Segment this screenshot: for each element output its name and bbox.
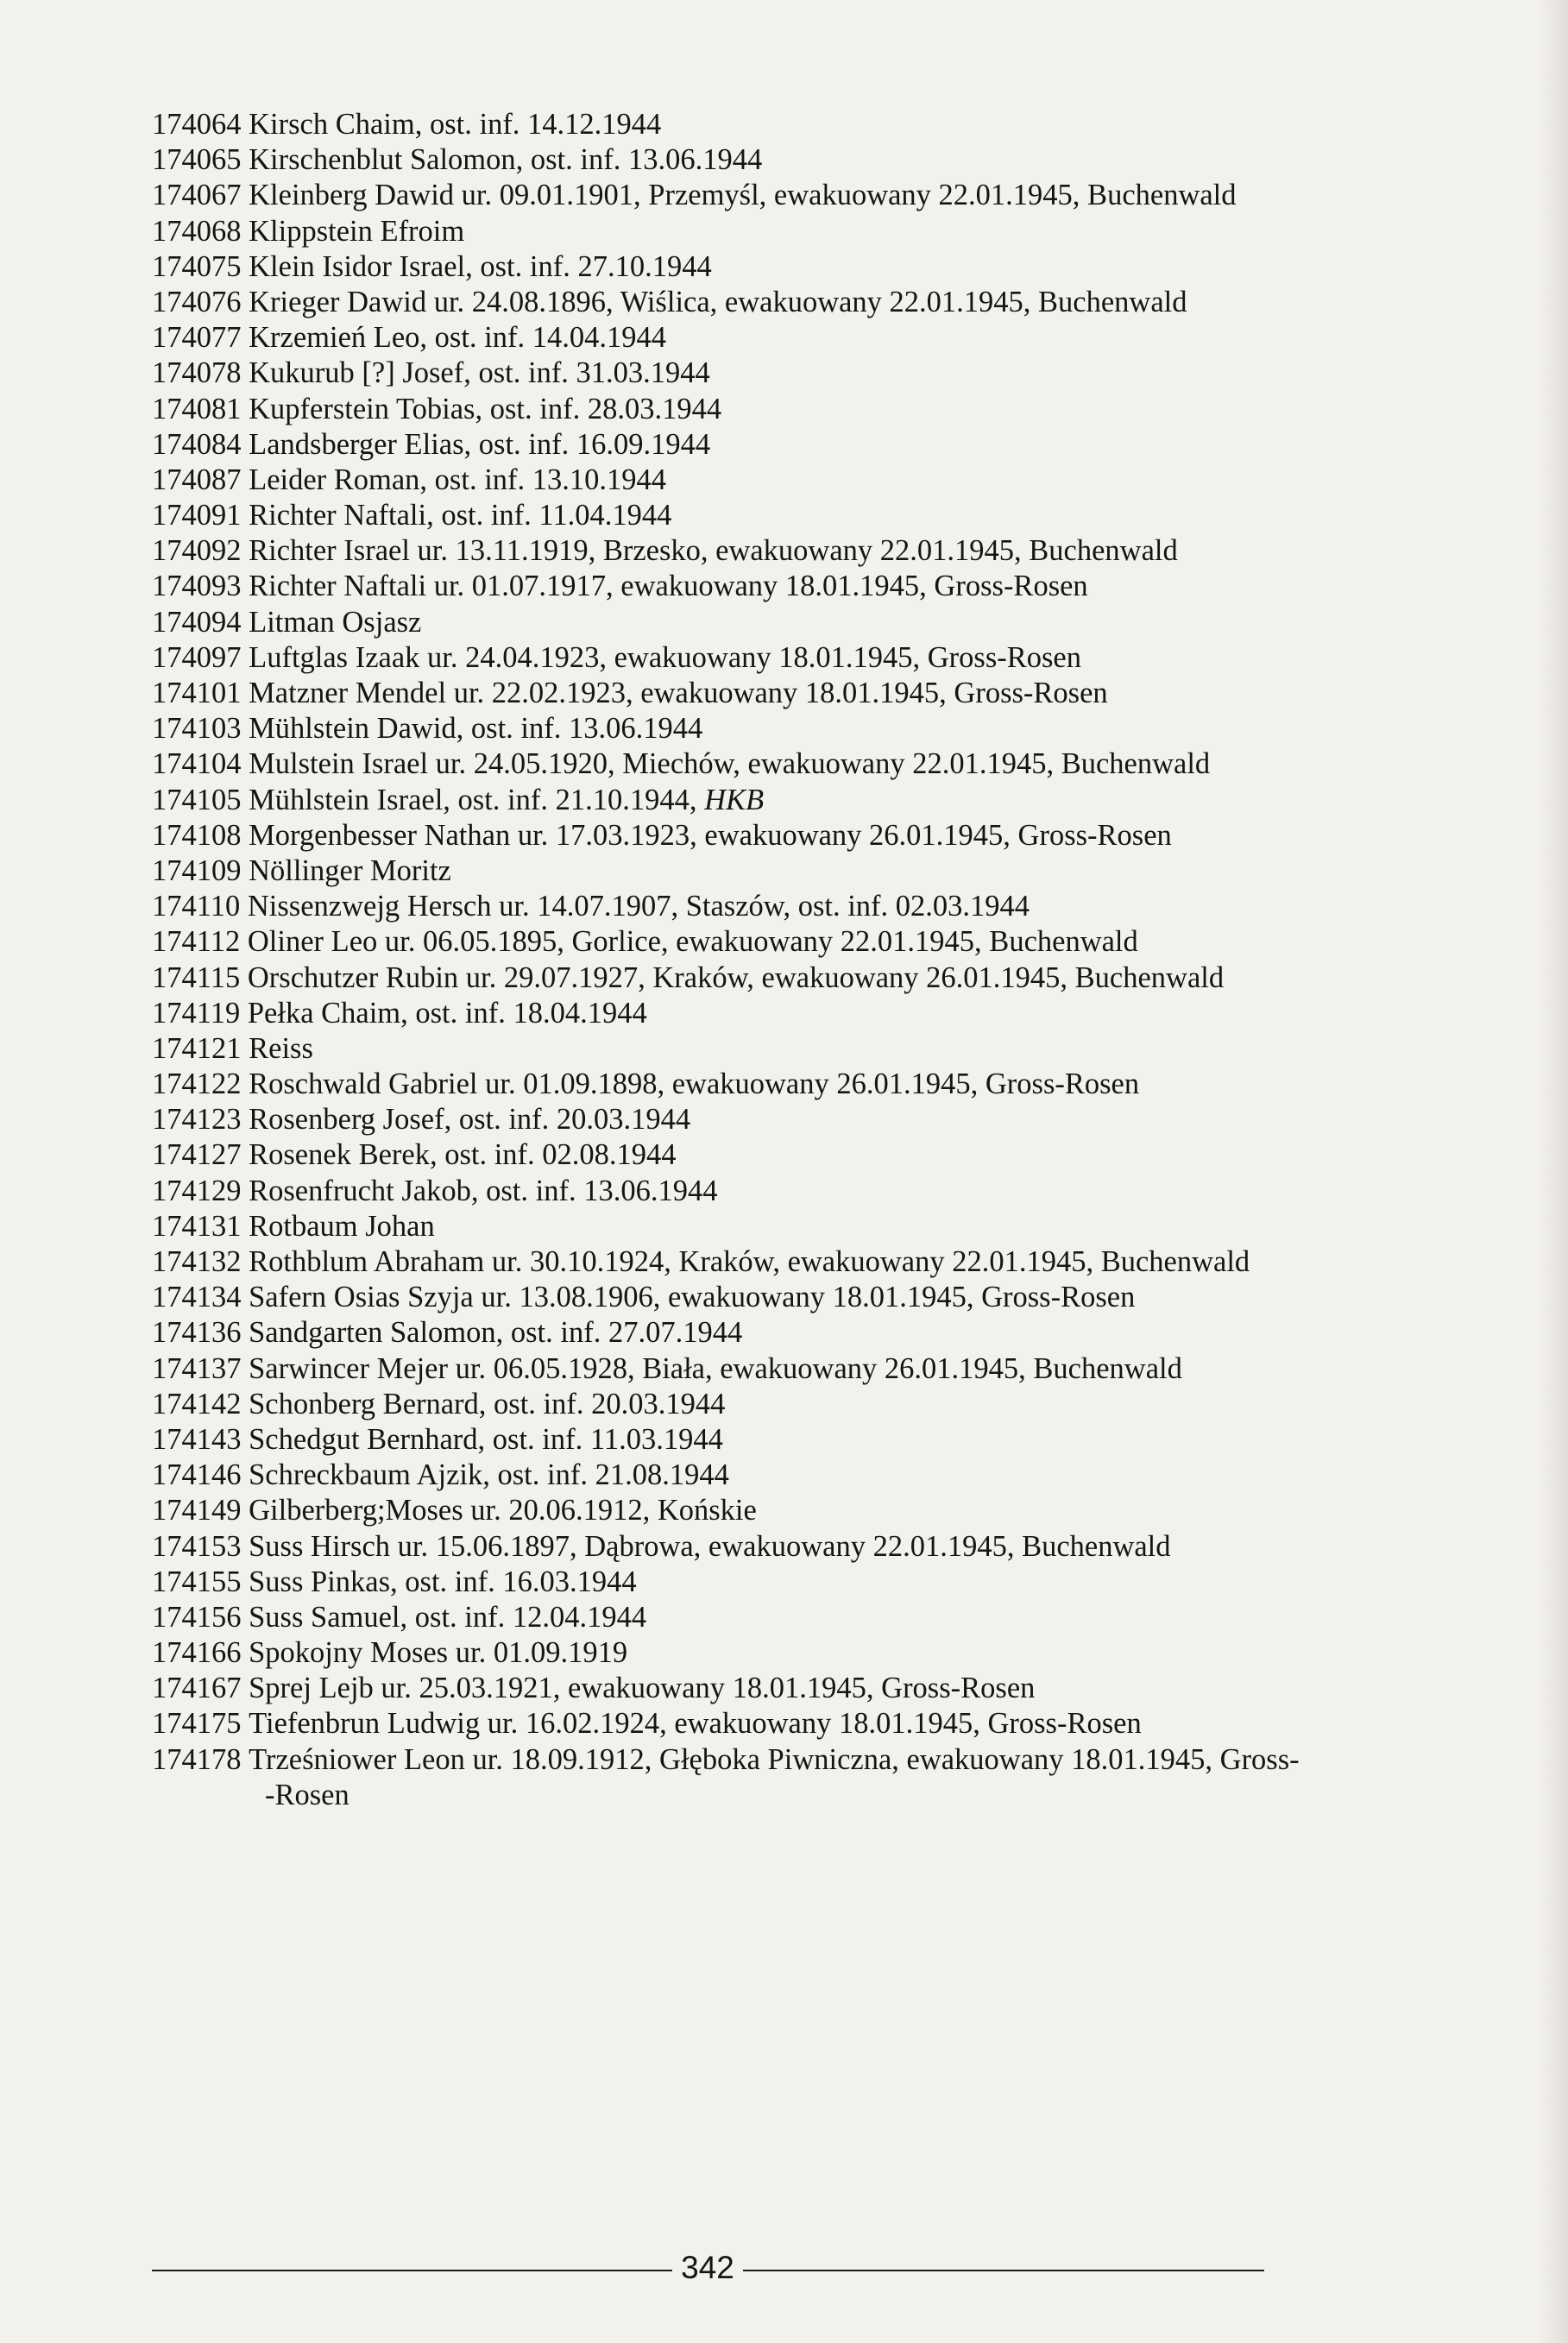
entry-number: 174143: [152, 1422, 242, 1456]
list-item: [152, 1742, 1533, 1778]
entry-number: 174167: [152, 1672, 242, 1705]
entry-text: Schonberg Bernard, ost. inf. 20.03.1944: [249, 1387, 726, 1420]
list-item: [152, 569, 1533, 604]
entry-number: 174077: [152, 321, 242, 355]
list-item: [152, 1315, 1533, 1351]
entry-text: Richter Israel ur. 13.11.1919, Brzesko, ewakuowany 22.01.1945, Buchenwald: [249, 534, 1178, 568]
list-item: [152, 818, 1533, 853]
list-item: [152, 1244, 1533, 1280]
list-item: [152, 924, 1533, 960]
list-item: [152, 1422, 1533, 1458]
entry-text: Kirsch Chaim, ost. inf. 14.12.1944: [249, 108, 662, 141]
entry-number: 174175: [152, 1707, 242, 1741]
entry-text: Spokojny Moses ur. 01.09.1919: [249, 1636, 628, 1670]
list-item: [152, 1565, 1533, 1600]
entry-number: 174122: [152, 1068, 242, 1101]
list-item: [152, 427, 1533, 463]
entry-text: Suss Pinkas, ost. inf. 16.03.1944: [249, 1565, 637, 1598]
entry-number: 174156: [152, 1600, 242, 1634]
entry-number: 174101: [152, 677, 242, 709]
entry-text: Klein Isidor Israel, ost. inf. 27.10.1944: [249, 249, 712, 283]
entry-text: Mühlstein Dawid, ost. inf. 13.06.1944: [249, 712, 703, 746]
list-item: [152, 320, 1533, 356]
entry-number: 174104: [152, 747, 242, 781]
entry-text: Kleinberg Dawid ur. 09.01.1901, Przemyśl, ewakuowany 22.01.1945, Buchenwald: [249, 179, 1237, 212]
entry-text: Nissenzwejg Hersch ur. 14.07.1907, Staszów, ost. inf. 02.03.1944: [247, 890, 1030, 923]
entry-number: 174087: [152, 463, 242, 496]
entry-text: Reiss: [249, 1031, 313, 1065]
page-edge-shadow: [1539, 0, 1568, 2343]
entry-text: Safern Osias Szyja ur. 13.08.1906, ewakuowany 18.01.1945, Gross-Rosen: [249, 1281, 1136, 1314]
entry-text: Tiefenbrun Ludwig ur. 16.02.1924, ewakuowany 18.01.1945, Gross-Rosen: [249, 1707, 1142, 1741]
entry-number: 174064: [152, 108, 242, 141]
list-item: [152, 392, 1533, 427]
list-item: [152, 1600, 1533, 1635]
list-item: [152, 1387, 1533, 1422]
entry-continuation-text: -Rosen: [265, 1778, 349, 1811]
entry-text: Pełka Chaim, ost. inf. 18.04.1944: [247, 996, 647, 1030]
list-item: [152, 1102, 1533, 1137]
list-item: [152, 1493, 1533, 1528]
entry-text: Leider Roman, ost. inf. 13.10.1944: [249, 463, 667, 496]
entry-number: 174076: [152, 285, 242, 318]
entry-text: Klippstein Efroim: [249, 214, 465, 248]
entry-text: Morgenbesser Nathan ur. 17.03.1923, ewakuowany 26.01.1945, Gross-Rosen: [249, 818, 1172, 852]
entry-text: Krieger Dawid ur. 24.08.1896, Wiślica, ewakuowany 22.01.1945, Buchenwald: [249, 285, 1187, 318]
entry-number: 174123: [152, 1103, 242, 1137]
entry-text: Rosenek Berek, ost. inf. 02.08.1944: [249, 1138, 677, 1172]
list-item: [152, 783, 1533, 818]
entry-number: 174108: [152, 818, 242, 852]
entry-text: Mühlstein Israel, ost. inf. 21.10.1944,: [249, 783, 705, 816]
entry-text: Rothblum Abraham ur. 30.10.1924, Kraków, ewakuowany 22.01.1945, Buchenwald: [249, 1245, 1250, 1278]
entry-number: 174109: [152, 853, 242, 887]
entry-number: 174166: [152, 1636, 242, 1670]
entry-text: Suss Hirsch ur. 15.06.1897, Dąbrowa, ewakuowany 22.01.1945, Buchenwald: [249, 1529, 1171, 1563]
list-item: [152, 1031, 1533, 1067]
list-item: [152, 676, 1533, 711]
prisoner-list: [152, 107, 1533, 1813]
entry-number: 174119: [152, 996, 241, 1030]
list-item: [152, 996, 1533, 1031]
list-item: [152, 178, 1533, 213]
list-item: [152, 285, 1533, 320]
entry-number: 174092: [152, 534, 242, 568]
list-item: [152, 961, 1533, 996]
entry-number: 174155: [152, 1565, 242, 1598]
list-item: [152, 711, 1533, 746]
entry-text: Richter Naftali ur. 01.07.1917, ewakuowany 18.01.1945, Gross-Rosen: [249, 570, 1088, 603]
entry-text: Matzner Mendel ur. 22.02.1923, ewakuowany 18.01.1945, Gross-Rosen: [249, 677, 1108, 709]
entry-text: Litman Osjasz: [249, 605, 422, 639]
page-footer: [152, 2249, 1274, 2287]
entry-number: 174142: [152, 1387, 242, 1420]
entry-text: Oliner Leo ur. 06.05.1895, Gorlice, ewakuowany 22.01.1945, Buchenwald: [247, 925, 1138, 959]
footer-rule-left: [152, 2270, 672, 2271]
entry-text: Schedgut Bernhard, ost. inf. 11.03.1944: [249, 1422, 723, 1456]
entry-text: Krzemień Leo, ost. inf. 14.04.1944: [249, 321, 666, 355]
entry-number: 174093: [152, 570, 242, 603]
entry-number: 174132: [152, 1245, 242, 1278]
entry-text: Sandgarten Salomon, ost. inf. 27.07.1944: [249, 1316, 743, 1350]
entry-number: 174121: [152, 1031, 242, 1065]
entry-text: Luftglas Izaak ur. 24.04.1923, ewakuowany 18.01.1945, Gross-Rosen: [249, 640, 1081, 674]
list-item: [152, 1635, 1533, 1671]
entry-number: 174178: [152, 1742, 242, 1776]
entry-text: Roschwald Gabriel ur. 01.09.1898, ewakuowany 26.01.1945, Gross-Rosen: [249, 1068, 1140, 1101]
entry-text: Rotbaum Johan: [249, 1209, 435, 1243]
entry-text: Orschutzer Rubin ur. 29.07.1927, Kraków, ewakuowany 26.01.1945, Buchenwald: [247, 961, 1225, 994]
entry-text: Kukurub [?] Josef, ost. inf. 31.03.1944: [249, 356, 710, 390]
entry-number: 174127: [152, 1138, 242, 1172]
entry-italic-note: HKB: [704, 783, 765, 816]
entry-number: 174137: [152, 1351, 242, 1385]
entry-number: 174094: [152, 605, 242, 639]
list-item: [152, 1209, 1533, 1244]
entry-number: 174091: [152, 499, 242, 532]
list-item: [152, 533, 1533, 569]
entry-number: 174136: [152, 1316, 242, 1350]
entry-text: Sarwincer Mejer ur. 06.05.1928, Biała, ewakuowany 26.01.1945, Buchenwald: [249, 1351, 1182, 1385]
entry-number: 174081: [152, 392, 242, 425]
entry-number: 174097: [152, 640, 242, 674]
entry-text: Trześniower Leon ur. 18.09.1912, Głęboka Piwniczna, ewakuowany 18.01.1945, Gross-: [249, 1742, 1300, 1776]
entry-text: Sprej Lejb ur. 25.03.1921, ewakuowany 18.01.1945, Gross-Rosen: [249, 1672, 1036, 1705]
list-item: [152, 1174, 1533, 1209]
entry-text: Mulstein Israel ur. 24.05.1920, Miechów, ewakuowany 22.01.1945, Buchenwald: [249, 747, 1211, 781]
entry-number: 174129: [152, 1174, 242, 1207]
entry-text: Landsberger Elias, ost. inf. 16.09.1944: [249, 427, 711, 461]
list-item: [152, 746, 1533, 782]
list-item: [152, 1067, 1533, 1102]
entry-text: Rosenfrucht Jakob, ost. inf. 13.06.1944: [249, 1174, 718, 1207]
footer-rule-right: [743, 2270, 1264, 2271]
list-item-continuation: [152, 1778, 1533, 1813]
list-item: [152, 1529, 1533, 1565]
list-item: [152, 142, 1533, 178]
list-item: [152, 889, 1533, 924]
list-item: [152, 1458, 1533, 1493]
list-item: [152, 1706, 1533, 1742]
list-item: [152, 214, 1533, 249]
entry-number: 174112: [152, 925, 241, 959]
entry-number: 174068: [152, 214, 242, 248]
entry-number: 174110: [152, 890, 241, 923]
list-item: [152, 498, 1533, 533]
list-item: [152, 1351, 1533, 1387]
list-item: [152, 605, 1533, 640]
entry-text: Kupferstein Tobias, ost. inf. 28.03.1944: [249, 392, 722, 425]
list-item: [152, 1671, 1533, 1706]
list-item: [152, 107, 1533, 142]
entry-number: 174065: [152, 143, 242, 177]
list-item: [152, 463, 1533, 498]
entry-text: Nöllinger Moritz: [249, 853, 451, 887]
entry-text: Kirschenblut Salomon, ost. inf. 13.06.1944: [249, 143, 763, 177]
page-number: 342: [681, 2250, 734, 2285]
entry-number: 174103: [152, 712, 242, 746]
entry-number: 174134: [152, 1281, 242, 1314]
entry-text: Rosenberg Josef, ost. inf. 20.03.1944: [249, 1103, 691, 1137]
entry-number: 174146: [152, 1458, 242, 1492]
entry-number: 174075: [152, 249, 242, 283]
entry-number: 174084: [152, 427, 242, 461]
entry-number: 174153: [152, 1529, 242, 1563]
entry-text: Gilberberg;Moses ur. 20.06.1912, Końskie: [249, 1494, 757, 1527]
list-item: [152, 853, 1533, 889]
entry-number: 174078: [152, 356, 242, 390]
entry-text: Richter Naftali, ost. inf. 11.04.1944: [249, 499, 672, 532]
entry-text: Suss Samuel, ost. inf. 12.04.1944: [249, 1600, 647, 1634]
entry-number: 174067: [152, 179, 242, 212]
list-item: [152, 1280, 1533, 1315]
entry-number: 174105: [152, 783, 242, 816]
entry-number: 174115: [152, 961, 241, 994]
list-item: [152, 249, 1533, 285]
entry-number: 174131: [152, 1209, 242, 1243]
list-item: [152, 356, 1533, 391]
list-item: [152, 640, 1533, 676]
entry-text: Schreckbaum Ajzik, ost. inf. 21.08.1944: [249, 1458, 729, 1492]
entry-number: 174149: [152, 1494, 242, 1527]
list-item: [152, 1137, 1533, 1173]
